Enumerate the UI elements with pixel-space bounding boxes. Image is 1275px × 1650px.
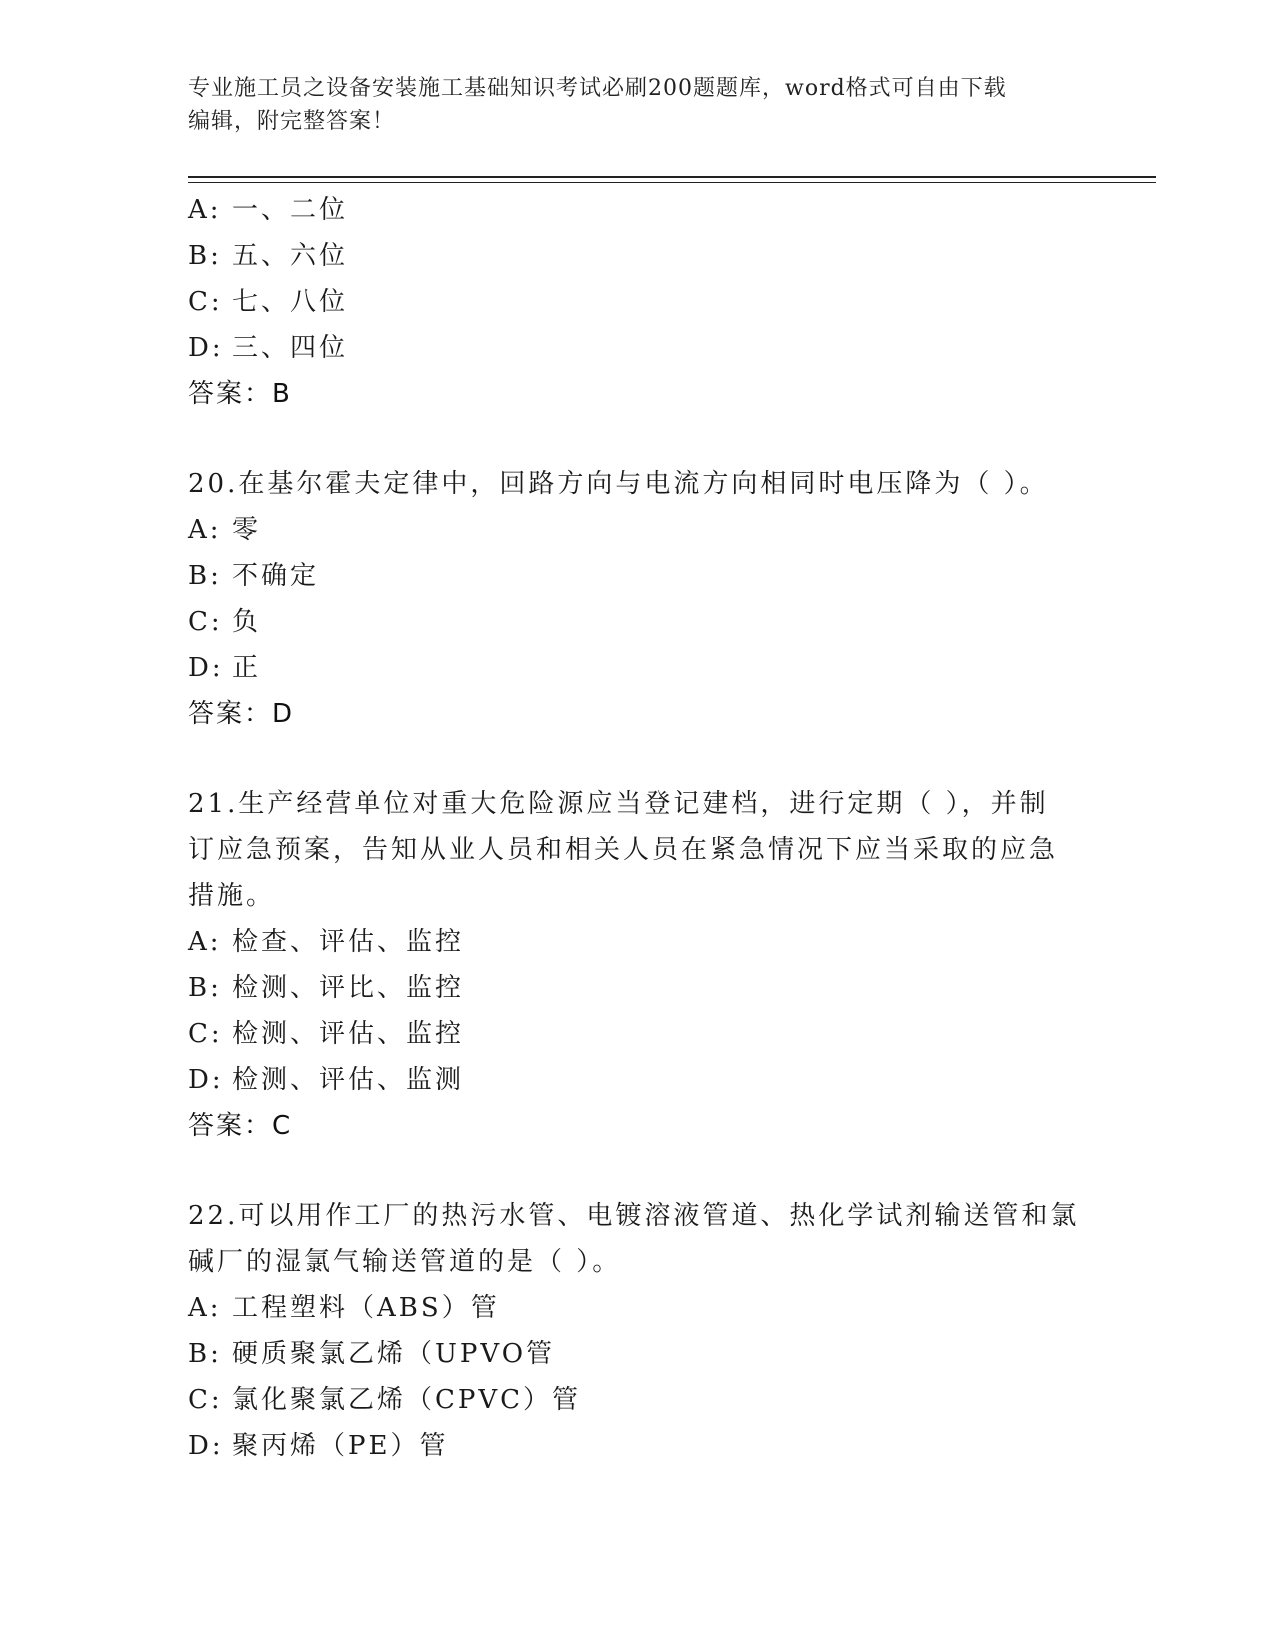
option-key: A: xyxy=(188,927,222,957)
option-key: D: xyxy=(188,333,224,363)
header-divider-thick xyxy=(188,176,1156,178)
option-b xyxy=(188,965,1088,1011)
option-b xyxy=(188,233,1088,279)
spacer xyxy=(188,417,1088,461)
option-text: 硬质聚氯乙烯（UPVO管 xyxy=(232,1339,556,1369)
option-d xyxy=(188,1057,1088,1103)
option-text: 检测、评估、监测 xyxy=(232,1065,465,1095)
answer-line: 答案：D xyxy=(188,699,295,729)
option-d xyxy=(188,325,1088,371)
option-key: A: xyxy=(188,1293,222,1323)
option-text: 负 xyxy=(232,607,262,637)
option-key: B: xyxy=(188,973,222,1003)
option-key: A: xyxy=(188,515,222,545)
option-key: D: xyxy=(188,653,224,683)
option-a xyxy=(188,1285,1088,1331)
option-text: 聚丙烯（PE）管 xyxy=(232,1431,449,1461)
option-text: 零 xyxy=(232,515,262,545)
option-text: 七、八位 xyxy=(232,287,349,317)
question-text-line-2: 订应急预案，告知从业人员和相关人员在紧急情况下应当采取的应急 xyxy=(188,835,1059,865)
option-key: A: xyxy=(188,195,222,225)
document-body xyxy=(188,187,1088,1469)
option-c xyxy=(188,1377,1088,1423)
option-text: 一、二位 xyxy=(232,195,349,225)
option-text: 氯化聚氯乙烯（CPVC）管 xyxy=(232,1385,582,1415)
option-b xyxy=(188,1331,1088,1377)
option-text: 检测、评估、监控 xyxy=(232,1019,465,1049)
option-c xyxy=(188,599,1088,645)
option-text: 工程塑料（ABS）管 xyxy=(232,1293,500,1323)
question-22 xyxy=(188,1193,1088,1469)
option-key: C: xyxy=(188,607,223,637)
option-key: D: xyxy=(188,1431,224,1461)
option-a xyxy=(188,187,1088,233)
header-title-line-1: 专业施工员之设备安装施工基础知识考试必刷200题题库，word格式可自由下载 xyxy=(188,76,1007,101)
question-text: 20.在基尔霍夫定律中，回路方向与电流方向相同时电压降为（ ）。 xyxy=(188,469,1049,499)
option-c xyxy=(188,279,1088,325)
option-key: B: xyxy=(188,561,222,591)
question-text-line-3: 措施。 xyxy=(188,881,276,911)
option-text: 检测、评比、监控 xyxy=(232,973,465,1003)
option-key: B: xyxy=(188,241,222,271)
answer-line: 答案：B xyxy=(188,379,292,409)
question-text-line-1: 22.可以用作工厂的热污水管、电镀溶液管道、热化学试剂输送管和氯 xyxy=(188,1201,1080,1231)
option-key: B: xyxy=(188,1339,222,1369)
question-text-line-1: 21.生产经营单位对重大危险源应当登记建档，进行定期（ ），并制 xyxy=(188,789,1049,819)
document-header xyxy=(188,72,1068,138)
option-d xyxy=(188,645,1088,691)
option-c xyxy=(188,1011,1088,1057)
option-a xyxy=(188,919,1088,965)
spacer xyxy=(188,737,1088,781)
option-text: 五、六位 xyxy=(232,241,349,271)
answer-line: 答案：C xyxy=(188,1111,293,1141)
question-19 xyxy=(188,187,1088,417)
header-divider-thin xyxy=(188,182,1156,183)
question-text-line-2: 碱厂的湿氯气输送管道的是（ ）。 xyxy=(188,1247,622,1277)
option-a xyxy=(188,507,1088,553)
option-text: 三、四位 xyxy=(232,333,349,363)
option-d xyxy=(188,1423,1088,1469)
option-key: C: xyxy=(188,1385,223,1415)
option-key: D: xyxy=(188,1065,224,1095)
header-title-line-2: 编辑，附完整答案！ xyxy=(188,109,396,134)
question-20 xyxy=(188,461,1088,737)
option-text: 检查、评估、监控 xyxy=(232,927,465,957)
option-text: 正 xyxy=(232,653,262,683)
spacer xyxy=(188,1149,1088,1193)
option-b xyxy=(188,553,1088,599)
option-text: 不确定 xyxy=(232,561,320,591)
option-key: C: xyxy=(188,287,223,317)
question-21 xyxy=(188,781,1088,1149)
option-key: C: xyxy=(188,1019,223,1049)
